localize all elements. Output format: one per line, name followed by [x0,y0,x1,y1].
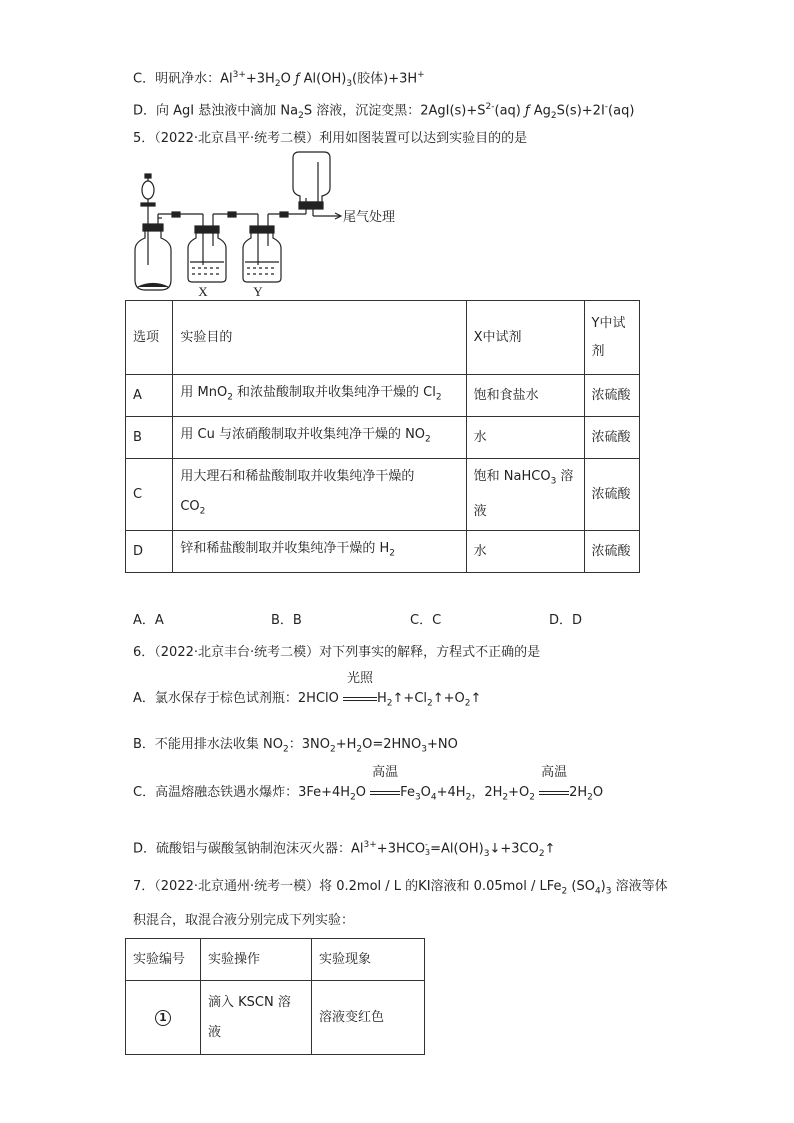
q6-option-a[interactable]: A．氯水保存于棕色试剂瓶：2HClO 光照 $H_2↑+Cl_2↑+O_2↑$ [133,671,482,709]
label-tail-gas: 尾气处理 [343,210,396,225]
q5-stem: 5．（2022·北京昌平·统考二模）利用如图装置可以达到实验目的的是 [133,131,528,146]
q6-stem: 6．（2022·北京丰台·统考二模）对下列事实的解释，方程式不正确的是 [133,645,541,660]
q5-choice-d[interactable]: D．D [549,613,583,628]
q4-option-d: D．向 AgI 悬浊液中滴加 $Na_2S$ 溶液，沉淀变黑：$2AgI(s)+S^{2-}(aq)$ ƒ $Ag_2S(s)+2I^-(aq)$ [133,102,635,121]
q5-table [125,300,640,573]
q6-option-d[interactable]: D．硫酸铝与碳酸氢钠制泡沫灭火器：$Al^{3+}+3HCO-$ $3=Al(OH)_3↓+3CO_2↑$ [133,839,556,859]
q7-stem-line1: 7．（2022·北京通州·统考一模）将 0.2mol / L 的KI溶液和 0.05mol / LFe$_2$ $(SO_4)_3$ 溶液等体 [133,879,668,897]
table-row: 1 滴入 KSCN 溶 液 溶液变红色 [126,981,425,1055]
table-row: C 用大理石和稀盐酸制取并收集纯净干燥的 $CO_2$ 饱和 NaHCO$_3$ 溶液 浓硫酸 [126,459,640,531]
reaction-condition: 光照 [343,690,377,708]
reaction-condition: 高温 [370,784,400,802]
circled-number: 1 [155,1010,171,1026]
reaction-condition: 高温 [539,784,569,802]
table-row: B 用 Cu 与浓硝酸制取并收集纯净干燥的 $NO_2$ 水 浓硫酸 [126,417,640,459]
q4-option-c: C．明矾净水：$Al^{3+}+3H_2O$ ƒ $Al(OH)_3$(胶体)+3H+ [133,70,425,89]
q5-choice-b[interactable]: B．B [271,613,302,628]
q6-option-b[interactable]: B．不能用排水法收集 $NO_2$：$3NO_2+H_2O=2HNO_3+NO$ [133,737,458,755]
q7-table [125,938,425,1055]
table-header-row: 实验编号 实验操作 实验现象 [126,939,425,981]
table-header-row: 选项 实验目的 X中试剂 Y中试剂 [126,301,640,375]
table-row: D 锌和稀盐酸制取并收集纯净干燥的 $H_2$ 水 浓硫酸 [126,531,640,573]
q7-stem-line2: 积混合，取混合液分别完成下列实验： [133,913,355,928]
q6-option-c[interactable]: C．高温熔融态铁遇水爆炸：$3Fe+4H_2O$ 高温 $Fe_3O_4+4H_2$，$2H_2+O_2$ 高温 $2H_2O$ [133,765,604,803]
q5-choice-a[interactable]: A．A [133,613,164,628]
label-y: Y [253,284,263,299]
label-x: X [198,284,208,299]
q5-apparatus-diagram [128,150,418,300]
table-row: A 用 MnO$_2$ 和浓盐酸制取并收集纯净干燥的 $Cl_2$ 饱和食盐水 浓硫酸 [126,375,640,417]
q5-choice-c[interactable]: C．C [410,613,442,628]
